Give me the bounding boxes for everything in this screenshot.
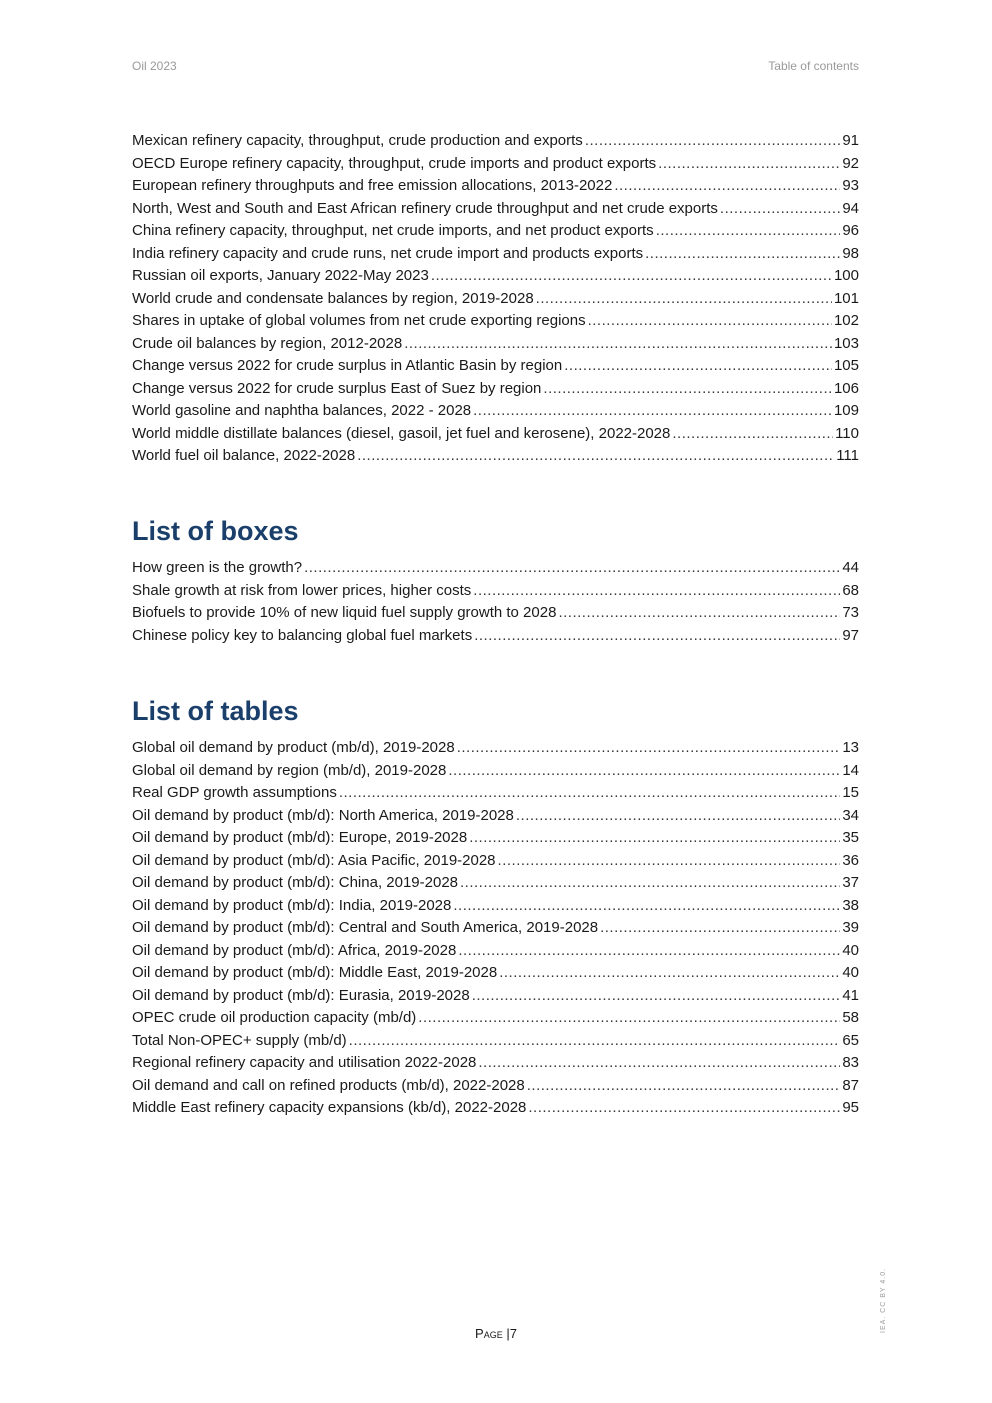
toc-entry-title: Oil demand by product (mb/d): Europe, 2019-2028 [132, 829, 468, 846]
toc-entry-page: 14 [842, 761, 859, 779]
section-title: Table of contents [768, 59, 859, 73]
tables-heading: List of tables [132, 696, 299, 726]
toc-entry[interactable] [132, 1075, 859, 1098]
dot-leader [585, 130, 841, 153]
toc-entry-title: Oil demand and call on refined products (mb/d), 2022-2028 [132, 1076, 525, 1094]
toc-entry-title: World middle distillate balances (diesel, gasoil, jet fuel and kerosene), 2022-2028 [132, 424, 671, 442]
toc-entry-page: 101 [833, 289, 859, 307]
dot-leader [558, 602, 840, 625]
toc-entry-title: Oil demand by product (mb/d): China, 2019-2028 [132, 874, 459, 891]
toc-entry-title: World crude and condensate balances by region, 2019-2028 [132, 289, 534, 307]
toc-entry[interactable] [132, 782, 859, 805]
document-title: Oil 2023 [132, 59, 177, 73]
dot-leader [720, 198, 840, 221]
toc-entry[interactable] [132, 557, 859, 580]
dot-leader [588, 310, 832, 333]
toc-entry-page: 93 [842, 177, 859, 194]
dot-leader [645, 243, 840, 266]
toc-entry-title: Biofuels to provide 10% of new liquid fuel supply growth to 2028 [132, 604, 557, 621]
toc-entry-page: 35 [842, 829, 859, 846]
toc-entry[interactable] [132, 423, 859, 446]
license-watermark: IEA. CC BY 4.0. [880, 1267, 887, 1333]
dot-leader [536, 288, 832, 311]
dot-leader [453, 895, 840, 918]
toc-entry-page: 91 [842, 132, 859, 149]
toc-entry-title: Chinese policy key to balancing global fuel markets [132, 626, 473, 644]
toc-entry[interactable] [132, 175, 859, 198]
toc-entry-page: 37 [842, 874, 859, 891]
toc-entry-title: Russian oil exports, January 2022-May 2023 [132, 267, 429, 284]
toc-entry[interactable] [132, 580, 859, 603]
toc-entry[interactable] [132, 130, 859, 153]
toc-entry-title: Shale growth at risk from lower prices, higher costs [132, 581, 472, 599]
dot-leader [528, 1097, 840, 1120]
toc-entry[interactable] [132, 265, 859, 288]
toc-entry[interactable] [132, 962, 859, 985]
boxes-heading: List of boxes [132, 516, 299, 546]
dot-leader [543, 378, 832, 401]
toc-entry-title: Global oil demand by product (mb/d), 2019-2028 [132, 739, 455, 756]
dot-leader [458, 940, 840, 963]
toc-entry-page: 39 [842, 919, 859, 936]
toc-entry[interactable] [132, 1097, 859, 1120]
toc-entry-title: European refinery throughputs and free emission allocations, 2013-2022 [132, 177, 613, 194]
dot-leader [473, 400, 832, 423]
dot-leader [672, 423, 833, 446]
toc-entry[interactable] [132, 1030, 859, 1053]
toc-entry[interactable] [132, 1007, 859, 1030]
toc-entry[interactable] [132, 872, 859, 895]
toc-entry-page: 87 [842, 1076, 859, 1094]
list-of-tables [132, 737, 859, 1120]
toc-entry[interactable] [132, 333, 859, 356]
toc-entry-page: 95 [842, 1099, 859, 1116]
toc-entry[interactable] [132, 917, 859, 940]
dot-leader [469, 827, 840, 850]
toc-entry-page: 15 [842, 784, 859, 801]
toc-entry-page: 58 [842, 1009, 859, 1026]
toc-entry-page: 94 [842, 199, 859, 217]
toc-entry[interactable] [132, 445, 859, 468]
toc-entry-page: 105 [833, 357, 859, 374]
toc-entry[interactable] [132, 737, 859, 760]
toc-entry-page: 40 [842, 964, 859, 981]
toc-entry-title: Shares in uptake of global volumes from net crude exporting regions [132, 312, 586, 329]
toc-entry-title: Oil demand by product (mb/d): Eurasia, 2019-2028 [132, 986, 470, 1004]
toc-entry-title: India refinery capacity and crude runs, net crude import and products exports [132, 244, 644, 262]
dot-leader [516, 805, 840, 828]
dot-leader [658, 153, 840, 176]
toc-entry[interactable] [132, 985, 859, 1008]
toc-entry-title: Real GDP growth assumptions [132, 784, 337, 801]
dot-leader [472, 985, 841, 1008]
toc-entry-title: OPEC crude oil production capacity (mb/d) [132, 1009, 417, 1026]
page-footer [0, 1326, 992, 1341]
toc-entry[interactable] [132, 310, 859, 333]
dot-leader [460, 872, 840, 895]
toc-entry-title: Oil demand by product (mb/d): Africa, 2019-2028 [132, 941, 457, 959]
dot-leader [448, 760, 840, 783]
dot-leader [431, 265, 832, 288]
toc-entry-page: 38 [842, 896, 859, 914]
toc-entry-page: 98 [842, 244, 859, 262]
toc-entry-title: World gasoline and naphtha balances, 2022 - 2028 [132, 402, 472, 419]
toc-entry-title: Mexican refinery capacity, throughput, crude production and exports [132, 132, 583, 149]
toc-entry-page: 97 [842, 626, 859, 644]
toc-entry-title: Oil demand by product (mb/d): North America, 2019-2028 [132, 806, 514, 824]
dot-leader [473, 580, 840, 603]
toc-entry-title: Global oil demand by region (mb/d), 2019-2028 [132, 761, 447, 779]
toc-entry[interactable] [132, 895, 859, 918]
toc-entry[interactable] [132, 602, 859, 625]
dot-leader [499, 962, 840, 985]
toc-entry[interactable] [132, 625, 859, 648]
dot-leader [457, 737, 841, 760]
toc-entry-title: World fuel oil balance, 2022-2028 [132, 447, 356, 464]
dot-leader [600, 917, 840, 940]
dot-leader [339, 782, 840, 805]
toc-entry-title: Oil demand by product (mb/d): India, 2019-2028 [132, 896, 452, 914]
dot-leader [564, 355, 832, 378]
toc-entry-title: Crude oil balances by region, 2012-2028 [132, 334, 403, 352]
list-of-figures [132, 130, 859, 468]
dot-leader [478, 1052, 840, 1075]
toc-entry-title: Change versus 2022 for crude surplus in Atlantic Basin by region [132, 357, 563, 374]
toc-entry-page: 111 [836, 447, 859, 464]
dot-leader [418, 1007, 840, 1030]
dot-leader [304, 557, 840, 580]
toc-entry-title: Middle East refinery capacity expansions (kb/d), 2022-2028 [132, 1099, 527, 1116]
toc-entry[interactable] [132, 400, 859, 423]
toc-entry-page: 73 [842, 604, 859, 621]
dot-leader [404, 333, 832, 356]
toc-entry[interactable] [132, 153, 859, 176]
toc-entry-title: Oil demand by product (mb/d): Middle East, 2019-2028 [132, 964, 498, 981]
dot-leader [474, 625, 840, 648]
dot-leader [656, 220, 841, 243]
toc-entry-title: OECD Europe refinery capacity, throughput, crude imports and product exports [132, 154, 657, 172]
toc-entry-page: 36 [842, 851, 859, 869]
toc-entry[interactable] [132, 760, 859, 783]
toc-entry-page: 68 [842, 581, 859, 599]
toc-entry-page: 34 [842, 806, 859, 824]
page-number: 7 [509, 1326, 517, 1341]
toc-entry-page: 106 [833, 379, 859, 397]
toc-entry[interactable] [132, 243, 859, 266]
toc-entry[interactable] [132, 355, 859, 378]
toc-entry-title: Oil demand by product (mb/d): Central and South America, 2019-2028 [132, 919, 599, 936]
toc-entry-page: 103 [833, 334, 859, 352]
toc-entry[interactable] [132, 827, 859, 850]
toc-entry[interactable] [132, 378, 859, 401]
toc-entry-page: 41 [842, 986, 859, 1004]
toc-entry-page: 13 [842, 739, 859, 756]
dot-leader [614, 175, 840, 198]
page-label: Page [475, 1326, 503, 1341]
toc-entry-title: Oil demand by product (mb/d): Asia Pacific, 2019-2028 [132, 851, 496, 869]
dot-leader [357, 445, 834, 468]
toc-entry-page: 110 [835, 424, 859, 442]
toc-entry-page: 65 [842, 1031, 859, 1049]
toc-entry[interactable] [132, 288, 859, 311]
toc-entry-page: 100 [833, 267, 859, 284]
dot-leader [527, 1075, 841, 1098]
toc-entry[interactable] [132, 220, 859, 243]
toc-entry-title: China refinery capacity, throughput, net crude imports, and net product exports [132, 222, 654, 239]
dot-leader [498, 850, 841, 873]
page-separator: | [506, 1326, 510, 1341]
toc-entry-page: 83 [842, 1054, 859, 1071]
list-of-boxes [132, 557, 859, 647]
toc-entry-page: 109 [833, 402, 859, 419]
toc-entry[interactable] [132, 805, 859, 828]
toc-entry[interactable] [132, 850, 859, 873]
toc-entry[interactable] [132, 1052, 859, 1075]
toc-entry-title: Total Non-OPEC+ supply (mb/d) [132, 1031, 347, 1049]
toc-entry-title: How green is the growth? [132, 559, 303, 576]
toc-entry[interactable] [132, 940, 859, 963]
toc-entry-page: 40 [842, 941, 859, 959]
toc-entry-page: 92 [842, 154, 859, 172]
dot-leader [349, 1030, 841, 1053]
toc-entry-title: North, West and South and East African refinery crude throughput and net crude exports [132, 199, 718, 217]
toc-entry-page: 96 [842, 222, 859, 239]
toc-entry-page: 102 [833, 312, 859, 329]
toc-entry[interactable] [132, 198, 859, 221]
toc-entry-title: Change versus 2022 for crude surplus East of Suez by region [132, 379, 542, 397]
toc-entry-title: Regional refinery capacity and utilisation 2022-2028 [132, 1054, 477, 1071]
toc-entry-page: 44 [842, 559, 859, 576]
